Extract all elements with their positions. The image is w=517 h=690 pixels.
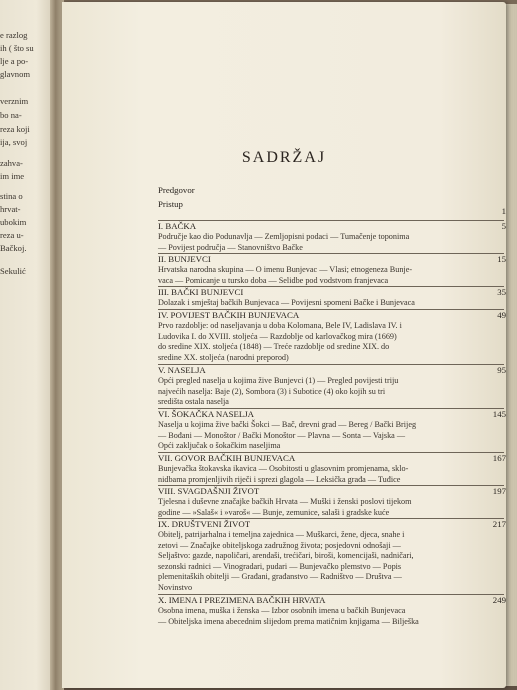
toc-subline: — Bođani — Monoštor / Bački Monoštor — Plavna — Sonta — Vajska —: [158, 430, 406, 440]
toc-page-number: 1: [501, 206, 506, 216]
left-text-fragment: stina o: [0, 191, 23, 201]
toc-subline: Bunjevačka štokavska ikavica — Osobitosti u glasovnim promjenama, sklo-: [158, 464, 409, 473]
toc-page-number: 95: [497, 365, 506, 375]
toc-page-number: 35: [497, 287, 506, 297]
left-text-fragment: bo na-: [0, 110, 22, 120]
toc-heading: VIII. SVAGDAŠNJI ŽIVOT: [158, 486, 260, 496]
left-text-fragment: reza koji: [0, 124, 30, 134]
toc-subline: Tjelesna i duševne značajke bačkih Hrvata — Muški i ženski poslovi tijekom: [158, 497, 412, 506]
toc-subline: vaca — Pomicanje u tursko doba — Selidbe pod vodstvom franjevaca: [158, 275, 389, 285]
toc-heading: X. IMENA I PREZIMENA BAČKIH HRVATA: [158, 595, 326, 605]
toc-subline: Područje kao dio Podunavlja — Zemljopisni podaci — Tumačenje toponima: [158, 232, 410, 241]
toc-subline: Hrvatska narodna skupina — O imenu Bunjevac — Vlasi; etnogeneza Bunje-: [158, 265, 413, 274]
right-page: [62, 2, 506, 688]
page-title: SADRŽAJ: [241, 149, 327, 166]
toc-heading: Pristup: [158, 199, 183, 209]
toc-heading: VI. ŠOKAČKA NASELJA: [158, 409, 255, 419]
toc-subline: Obitelj, patrijarhalna i temeljna zajednica — Muškarci, žene, djeca, snahe i: [158, 530, 405, 539]
toc-subline: Opći zaključak o šokačkim naseljima: [158, 441, 281, 450]
left-text-fragment: Sekulić: [0, 266, 26, 276]
toc-subline: Naselja u kojima žive bački Šokci — Bač, drevni grad — Bereg / Bački Brijeg: [158, 420, 417, 429]
left-text-fragment: ih ( što su: [0, 43, 34, 53]
toc-subline: Osobna imena, muška i ženska — Izbor osobnih imena u bačkih Bunjevaca: [158, 606, 406, 615]
toc-subline: — Povijest područja — Stanovništvo Bačke: [158, 242, 303, 252]
toc-subline: sezonski radnici — Vinogradari, pudari — Bunjevačko plemstvo — Popis: [158, 561, 402, 571]
left-text-fragment: glavnom: [0, 69, 31, 79]
toc-subline: plemenitaških obitelji — Građani, građanstvo — Radništvo — Društva —: [158, 572, 402, 581]
toc-subline: Novinstvo: [158, 582, 193, 592]
toc-page-number: 167: [492, 453, 506, 463]
toc-page-number: 49: [497, 310, 506, 320]
toc-heading: IX. DRUŠTVENI ŽIVOT: [158, 519, 251, 529]
toc-subline: godine — »Salaš« i »varoš« — Bunje, zemunice, salaši i gradske kuće: [158, 507, 390, 517]
toc-subline: Ludovika I. do XVIII. stoljeća — Razdoblje od karlovačkog mira (1669): [158, 331, 397, 341]
toc-page-number: 5: [501, 221, 506, 231]
left-text-fragment: zahva-: [0, 158, 23, 168]
toc-subline: — Obiteljska imena abecednim slijedom prema matičnim knjigama — Bilješka: [158, 616, 419, 626]
toc-subline: Seljaštvo: gazde, napoličari, arendaši, trećičari, biroši, komencijaši, nadničari,: [158, 551, 414, 560]
toc-heading: VII. GOVOR BAČKIH BUNJEVACA: [158, 453, 296, 463]
toc-subline: sredine XX. stoljeća (narodni preporod): [158, 352, 289, 362]
toc-subline: nidbama promjenljivih riječi i sprezi glagola — Leksička građa — Tuđice: [158, 474, 401, 484]
toc-subline: Opći pregled naselja u kojima žive Bunjevci (1) — Pregled povijesti triju: [158, 376, 399, 385]
toc-page-number: 217: [492, 519, 506, 529]
toc-subline: zetovi — Značajke obiteljskoga zadružnog života; posjedovni odnošaji —: [158, 540, 401, 550]
left-text-fragment: im ime: [0, 171, 25, 181]
toc-subline: do sredine XIX. stoljeća (1848) — Treće razdoblje od sredine XIX. do: [158, 342, 390, 351]
toc-heading: III. BAČKI BUNJEVCI: [158, 287, 244, 297]
left-text-fragment: e razlog: [0, 30, 28, 40]
toc-page-number: 197: [492, 486, 506, 496]
toc-heading: I. BAČKA: [158, 221, 197, 231]
left-page: [0, 0, 52, 690]
toc-subline: Prvo razdoblje: od naseljavanja u doba Kolomana, Bele IV, Ladislava IV. i: [158, 321, 402, 330]
left-text-fragment: ubokim: [0, 217, 27, 227]
toc-page-number: 15: [497, 254, 506, 264]
left-text-fragment: reza u-: [0, 230, 24, 240]
toc-page-number: 145: [492, 409, 506, 419]
toc-subline: najvećih naselja: Baje (2), Sombora (3) i Subotice (4) oko kojih su tri: [158, 386, 386, 396]
left-text-fragment: Bačkoj.: [0, 243, 27, 253]
toc-heading: IV. POVIJEST BAČKIH BUNJEVACA: [158, 310, 300, 320]
toc-page-number: 249: [492, 595, 506, 605]
toc-heading: Predgovor: [158, 185, 195, 195]
left-text-fragment: ija, svoj: [0, 137, 28, 147]
left-text-fragment: lje a po-: [0, 56, 29, 66]
left-text-fragment: verznim: [0, 96, 29, 106]
left-text-fragment: hrvat-: [0, 204, 21, 214]
toc-subline: Dolazak i smještaj bačkih Bunjevaca — Povijesni spomeni Bačke i Bunjevaca: [158, 298, 415, 307]
toc-subline: središta ostala naselja: [158, 397, 229, 406]
toc-heading: II. BUNJEVCI: [158, 254, 211, 264]
toc-heading: V. NASELJA: [158, 365, 206, 375]
